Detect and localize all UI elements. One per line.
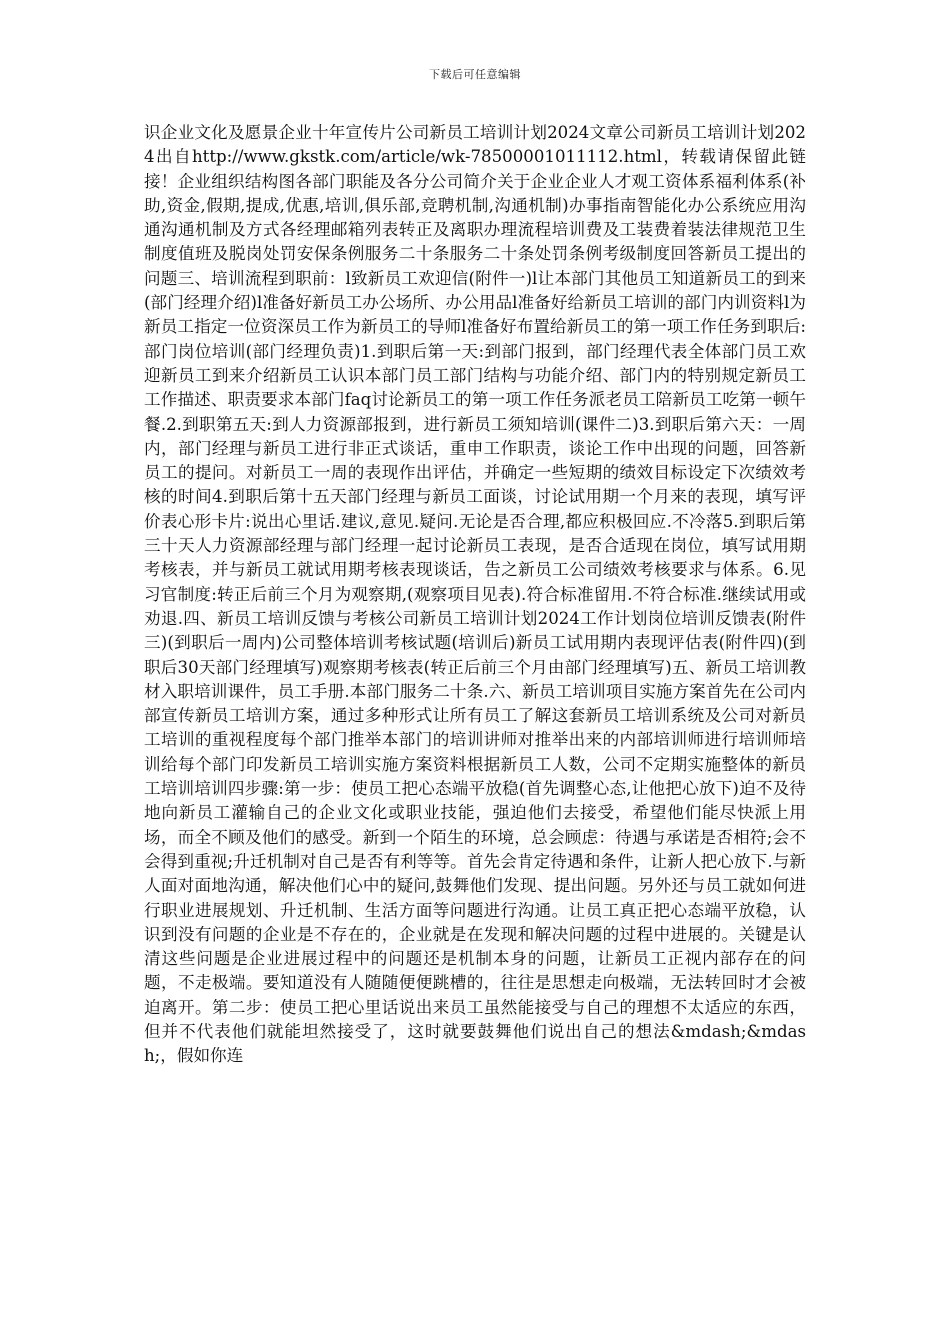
header-note: 下载后可任意编辑 <box>429 68 521 81</box>
body-paragraph: 识企业文化及愿景企业十年宣传片公司新员工培训计划2024文章公司新员工培训计划2024出自http://www.gkstk.com/article/wk-78500001011112.html，转载请保留此链接！企业组织结构图各部门职能及各分公司简介关于企业企业人才观工资体系福利体系(补助,资金,假期,提成,优惠,培训,俱乐部,竞聘机制,沟通机制)办事指南智能化办公系统应用沟通沟通机制及方式各经理邮箱列表转正及离职办理流程培训费及工装费着装法律规范卫生制度值班及脱岗处罚安保条例服务二十条服务二十条处罚条例考级制度回答新员工提出的问题三、培训流程到职前：l致新员工欢迎信(附件一)l让本部门其他员工知道新员工的到来(部门经理介绍)l准备好新员工办公场所、办公用品l准备好给新员工培训的部门内训资料l为新员工指定一位资深员工作为新员工的导师l准备好布置给新员工的第一项工作任务到职后:部门岗位培训(部门经理负责)1.到职后第一天:到部门报到，部门经理代表全体部门员工欢迎新员工到来介绍新员工认识本部门员工部门结构与功能介绍、部门内的特别规定新员工工作描述、职责要求本部门faq讨论新员工的第一项工作任务派老员工陪新员工吃第一顿午餐.2.到职第五天:到人力资源部报到，进行新员工须知培训(课件二)3.到职后第六天：一周内，部门经理与新员工进行非正式谈话，重申工作职责，谈论工作中出现的问题，回答新员工的提问。对新员工一周的表现作出评估，并确定一些短期的绩效目标设定下次绩效考核的时间4.到职后第十五天部门经理与新员工面谈，讨论试用期一个月来的表现，填写评价表心形卡片:说出心里话.建议,意见.疑问.无论是否合理,都应积极回应.不冷落5.到职后第三十天人力资源部经理与部门经理一起讨论新员工表现，是否合适现在岗位，填写试用期考核表，并与新员工就试用期考核表现谈话，告之新员工公司绩效考核要求与体系。6.见习官制度:转正后前三个月为观察期,(观察项目见表).符合标准留用.不符合标准.继续试用或劝退.四、新员工培训反馈与考核公司新员工培训计划2024工作计划岗位培训反馈表(附件三)(到职后一周内)公司整体培训考核试题(培训后)新员工试用期内表现评估表(附件四)(到职后30天部门经理填写)观察期考核表(转正后前三个月由部门经理填写)五、新员工培训教材入职培训课件，员工手册.本部门服务二十条.六、新员工培训项目实施方案首先在公司内部宣传新员工培训方案，通过多种形式让所有员工了解这套新员工培训系统及公司对新员工培训的重视程度每个部门推举本部门的培训讲师对推举出来的内部培训师进行培训师培训给每个部门印发新员工培训实施方案资料根据新员工人数，公司不定期实施整体的新员工培训培训四步骤:第一步：使员工把心态端平放稳(首先调整心态,让他把心放下)迫不及待地向新员工灌输自己的企业文化或职业技能，强迫他们去接受，希望他们能尽快派上用场，而全不顾及他们的感受。新到一个陌生的环境，总会顾虑：待遇与承诺是否相符;会不会得到重视;升迁机制对自己是否有利等等。首先会肯定待遇和条件，让新人把心放下.与新人面对面地沟通，解决他们心中的疑问,鼓舞他们发现、提出问题。另外还与员工就如何进行职业进展规划、升迁机制、生活方面等问题进行沟通。让员工真正把心态端平放稳，认识到没有问题的企业是不存在的，企业就是在发现和解决问题的过程中进展的。关键是认清这些问题是企业进展过程中的问题还是机制本身的问题，让新员工正视内部存在的问题，不走极端。要知道没有人随随便便跳槽的，往往是思想走向极端，无法转回时才会被迫离开。第二步：使员工把心里话说出来员工虽然能接受与自己的理想不太适应的东西，但并不代表他们就能坦然接受了，这时就要鼓舞他们说出自己的想法&mdash;&mdash;，假如你连 <box>144 123 806 1066</box>
